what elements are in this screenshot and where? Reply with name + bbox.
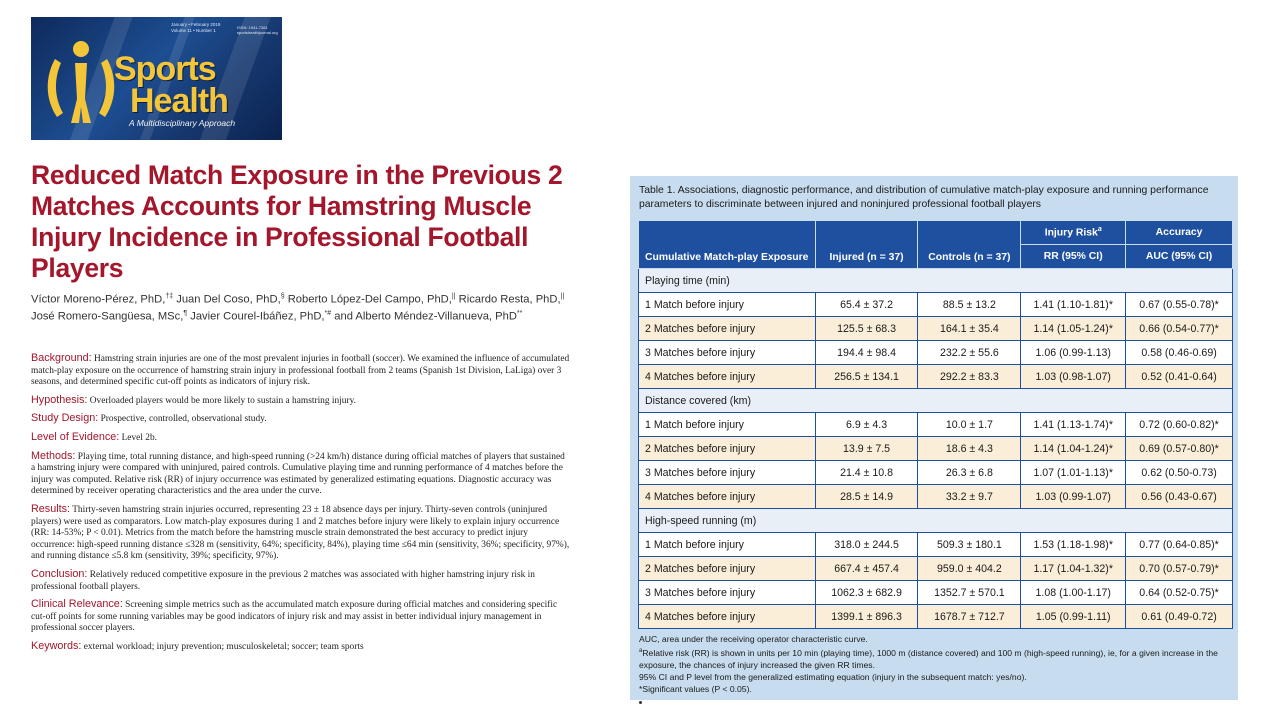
table-row — [639, 365, 1233, 389]
injured-value: 125.5 ± 68.3 — [815, 317, 918, 341]
abstract-text: Thirty-seven hamstring strain injuries occurred, representing 23 ± 18 absence days per injury. Thirty-seven controls (uninjured players) were used as comparators. Low match-play exposures during 1 and 2 matches before injury were likely to explain injury occurrence (RR: 14-53%; P < 0.01). Metrics from the match before the hamstring muscle strain demonstrated the best accuracy to predict injury occurrence: high-speed running distance ≤328 m (sensitivity, 64%; specificity, 84%), playing time ≤64 min (sensitivity, 36%; specificity, 97%), and running distance ≤5.8 km (sensitivity, 39%; specificity, 97%). — [31, 504, 570, 562]
controls-value: 1352.7 ± 570.1 — [918, 581, 1021, 605]
author-name: José Romero-Sangüesa, MSc, — [31, 310, 184, 323]
rr-value: 1.14 (1.04-1.24)* — [1021, 437, 1126, 461]
author-affiliation-mark: || — [560, 293, 565, 300]
auc-value: 0.58 (0.46-0.69) — [1126, 341, 1233, 365]
abstract-text: Level 2b. — [121, 432, 157, 443]
author-name: Ricardo Resta, PhD, — [458, 293, 561, 306]
author-affiliation-mark: ** — [516, 309, 523, 317]
footnote-text: Relative risk (RR) is shown in units per 10 min (playing time), 1000 m (distance covered) and 100 m (high-speed running), ie, for a given increase in the exposure, the chances of injury increased the given RR times. — [639, 647, 1218, 670]
author-affiliation-mark: *# — [324, 309, 332, 317]
section-title: Playing time (min) — [639, 269, 1233, 293]
issn-line: ISSN: 1941-7381 — [237, 25, 268, 30]
abstract-text: external workload; injury prevention; musculoskeletal; soccer; team sports — [83, 641, 364, 652]
header-injury-risk — [1021, 221, 1126, 245]
rr-value: 1.07 (1.01-1.13)* — [1021, 461, 1126, 485]
rr-value: 1.08 (1.00-1.17) — [1021, 581, 1126, 605]
footnote — [639, 633, 1231, 645]
header-injury-risk-label: Injury Risk — [1044, 227, 1098, 239]
table-row — [639, 581, 1233, 605]
injured-value: 65.4 ± 37.2 — [815, 293, 918, 317]
controls-value: 959.0 ± 404.2 — [918, 557, 1021, 581]
controls-value: 1678.7 ± 712.7 — [918, 605, 1021, 629]
rr-value: 1.14 (1.05-1.24)* — [1021, 317, 1126, 341]
controls-value: 88.5 ± 13.2 — [918, 293, 1021, 317]
table-caption: Table 1. Associations, diagnostic performance, and distribution of cumulative match-play exposure and running performance parameters to discriminate between injured and noninjured professional football players — [639, 185, 1209, 210]
table-row — [639, 485, 1233, 509]
abstract-text: Screening simple metrics such as the accumulated match exposure during official matches and considering specific cut-off points for some running variables may be good indicators of injury risk and may assist in better individual injury management in professional soccer players. — [31, 600, 558, 634]
auc-value: 0.61 (0.49-0.72) — [1126, 605, 1233, 629]
row-label: 2 Matches before injury — [639, 557, 816, 581]
section-title: High-speed running (m) — [639, 509, 1233, 533]
rr-value: 1.06 (0.99-1.13) — [1021, 341, 1126, 365]
journal-url: sportshealthjournal.org — [237, 30, 278, 35]
abstract-heading: Keywords: — [31, 639, 82, 652]
table-row — [639, 437, 1233, 461]
author-name: Juan Del Coso, PhD, — [176, 293, 281, 306]
rr-value: 1.41 (1.13-1.74)* — [1021, 413, 1126, 437]
controls-value: 10.0 ± 1.7 — [918, 413, 1021, 437]
controls-value: 232.2 ± 55.6 — [918, 341, 1021, 365]
header-auc: AUC (95% CI) — [1126, 245, 1233, 269]
auc-value: 0.62 (0.50-0.73) — [1126, 461, 1233, 485]
header-accuracy: Accuracy — [1126, 221, 1233, 245]
abstract-heading: Background: — [31, 352, 92, 364]
table-row — [639, 461, 1233, 485]
footnote-text: *Significant values (P < 0.05). — [639, 683, 752, 694]
auc-value: 0.69 (0.57-0.80)* — [1126, 437, 1233, 461]
auc-value: 0.66 (0.54-0.77)* — [1126, 317, 1233, 341]
abstract-text: Relatively reduced competitive exposure in the previous 2 matches was associated with higher hamstring injury risk in professional football players. — [31, 569, 535, 592]
author-affiliation-mark: ¶ — [183, 309, 188, 317]
author-name: Víctor Moreno-Pérez, PhD, — [31, 293, 166, 306]
injured-value: 13.9 ± 7.5 — [815, 437, 918, 461]
abstract-heading: Level of Evidence: — [31, 430, 120, 443]
abstract-text: Prospective, controlled, observational study. — [100, 414, 267, 425]
table-row — [639, 533, 1233, 557]
table-section-row — [639, 389, 1233, 413]
auc-value: 0.67 (0.55-0.78)* — [1126, 293, 1233, 317]
header-exposure: Cumulative Match-play Exposure — [639, 221, 816, 269]
auc-value: 0.56 (0.43-0.67) — [1126, 485, 1233, 509]
controls-value: 292.2 ± 83.3 — [918, 365, 1021, 389]
header-controls: Controls (n = 37) — [918, 221, 1021, 269]
abstract-paragraph — [31, 353, 571, 389]
abstract-paragraph — [31, 569, 571, 593]
author-affiliation-mark: †‡ — [165, 293, 174, 300]
row-label: 3 Matches before injury — [639, 581, 816, 605]
row-label: 1 Match before injury — [639, 293, 816, 317]
table-row — [639, 293, 1233, 317]
table-section-row — [639, 509, 1233, 533]
footnote — [639, 671, 1231, 683]
auc-value: 0.72 (0.60-0.82)* — [1126, 413, 1233, 437]
footnote-text: AUC, area under the receiving operator characteristic curve. — [639, 634, 868, 644]
row-label: 3 Matches before injury — [639, 341, 816, 365]
rr-value: 1.17 (1.04-1.32)* — [1021, 557, 1126, 581]
author-name: and Alberto Méndez-Villanueva, PhD — [334, 310, 517, 323]
header-rr: RR (95% CI) — [1021, 245, 1126, 269]
row-label: 2 Matches before injury — [639, 317, 816, 341]
abstract-paragraph — [31, 432, 571, 445]
header-injured: Injured (n = 37) — [815, 221, 918, 269]
row-label: 2 Matches before injury — [639, 437, 816, 461]
table-row — [639, 413, 1233, 437]
table-row — [639, 605, 1233, 629]
abstract-heading: Study Design: — [31, 412, 99, 425]
injured-value: 194.4 ± 98.4 — [815, 341, 918, 365]
abstract-paragraph — [31, 451, 571, 498]
auc-value: 0.52 (0.41-0.64) — [1126, 365, 1233, 389]
issue-line: January • February 2019 — [171, 22, 221, 27]
table-panel — [630, 176, 1238, 700]
abstract-heading: Hypothesis: — [31, 393, 88, 406]
table-row — [639, 317, 1233, 341]
author-list — [31, 290, 571, 323]
controls-value: 18.6 ± 4.3 — [918, 437, 1021, 461]
header-injury-risk-sup: a — [1097, 226, 1102, 234]
rr-value: 1.41 (1.10-1.81)* — [1021, 293, 1126, 317]
author-affiliation-mark: || — [451, 293, 456, 300]
injured-value: 28.5 ± 14.9 — [815, 485, 918, 509]
row-label: 1 Match before injury — [639, 413, 816, 437]
controls-value: 26.3 ± 6.8 — [918, 461, 1021, 485]
rr-value: 1.53 (1.18-1.98)* — [1021, 533, 1126, 557]
abstract-paragraph — [31, 395, 571, 408]
injured-value: 21.4 ± 10.8 — [815, 461, 918, 485]
footnote-mark: a — [639, 648, 643, 654]
abstract — [31, 353, 571, 659]
injured-value: 256.5 ± 134.1 — [815, 365, 918, 389]
controls-value: 33.2 ± 9.7 — [918, 485, 1021, 509]
abstract-heading: Conclusion: — [31, 567, 88, 580]
row-label: 1 Match before injury — [639, 533, 816, 557]
author-affiliation-mark: § — [280, 293, 285, 300]
rr-value: 1.03 (0.98-1.07) — [1021, 365, 1126, 389]
controls-value: 164.1 ± 35.4 — [918, 317, 1021, 341]
abstract-paragraph — [31, 413, 571, 426]
journal-logo-icon — [41, 37, 121, 127]
row-label: 4 Matches before injury — [639, 485, 816, 509]
footnote — [639, 645, 1231, 671]
abstract-text: Hamstring strain injuries are one of the most prevalent injuries in football (soccer). We examined the influence of accumulated match-play exposure on the occurrence of hamstring strain injury in professional football from 2 teams (Spanish 1st Division, LaLiga) over 3 seasons, and determined specific cut-off points as indicators of injury risk. — [31, 354, 570, 388]
row-label: 4 Matches before injury — [639, 605, 816, 629]
journal-issn — [237, 25, 278, 35]
rr-value: 1.05 (0.99-1.11) — [1021, 605, 1126, 629]
abstract-heading: Results: — [31, 502, 71, 515]
injured-value: 318.0 ± 244.5 — [815, 533, 918, 557]
rr-value: 1.03 (0.99-1.07) — [1021, 485, 1126, 509]
table-row — [639, 341, 1233, 365]
row-label: 3 Matches before injury — [639, 461, 816, 485]
abstract-paragraph — [31, 599, 571, 635]
journal-banner — [31, 17, 282, 140]
author-name: Javier Courel-Ibáñez, PhD, — [190, 310, 325, 323]
journal-issue — [171, 22, 220, 34]
footnote — [639, 683, 1231, 695]
abstract-text: Playing time, total running distance, and high-speed running (>24 km/h) distance during official matches of players that sustained a hamstring injury were compared with uninjured, paired controls. Cumulative playing time and running performance of 4 matches before the injury was computed. Relative risk (RR) of injury occurrence was estimated by generalized estimating equations. Diagnostic accuracy was determined by receiver operating characteristics and the area under the curve. — [31, 451, 565, 497]
journal-subtitle: A Multidisciplinary Approach — [129, 118, 236, 128]
table-row — [639, 557, 1233, 581]
row-label: 4 Matches before injury — [639, 365, 816, 389]
results-table — [638, 220, 1233, 629]
footnote-text: 95% CI and P level from the generalized estimating equation (injury in the subsequent match: yes/no). — [639, 671, 1027, 682]
volume-line: Volume 11 • Number 1 — [171, 28, 216, 33]
injured-value: 6.9 ± 4.3 — [815, 413, 918, 437]
author-name: Roberto López-Del Campo, PhD, — [287, 293, 452, 306]
auc-value: 0.64 (0.52-0.75)* — [1126, 581, 1233, 605]
section-title: Distance covered (km) — [639, 389, 1233, 413]
injured-value: 667.4 ± 457.4 — [815, 557, 918, 581]
table-footnotes — [639, 633, 1231, 695]
auc-value: 0.77 (0.64-0.85)* — [1126, 533, 1233, 557]
abstract-text: Overloaded players would be more likely to sustain a hamstring injury. — [89, 395, 357, 406]
journal-name — [114, 50, 228, 120]
table-section-row — [639, 269, 1233, 293]
controls-value: 509.3 ± 180.1 — [918, 533, 1021, 557]
abstract-heading: Methods: — [31, 449, 76, 462]
journal-name-line1: Sports — [114, 50, 216, 88]
article-title: Reduced Match Exposure in the Previous 2 Matches Accounts for Hamstring Muscle Injury Incidence in Professional Football Players — [31, 160, 563, 283]
auc-value: 0.70 (0.57-0.79)* — [1126, 557, 1233, 581]
injured-value: 1399.1 ± 896.3 — [815, 605, 918, 629]
abstract-heading: Clinical Relevance: — [31, 598, 123, 611]
journal-name-line2: Health — [130, 82, 228, 120]
bullet-dot — [639, 701, 642, 704]
injured-value: 1062.3 ± 682.9 — [815, 581, 918, 605]
abstract-paragraph — [31, 641, 571, 654]
abstract-paragraph — [31, 504, 571, 563]
